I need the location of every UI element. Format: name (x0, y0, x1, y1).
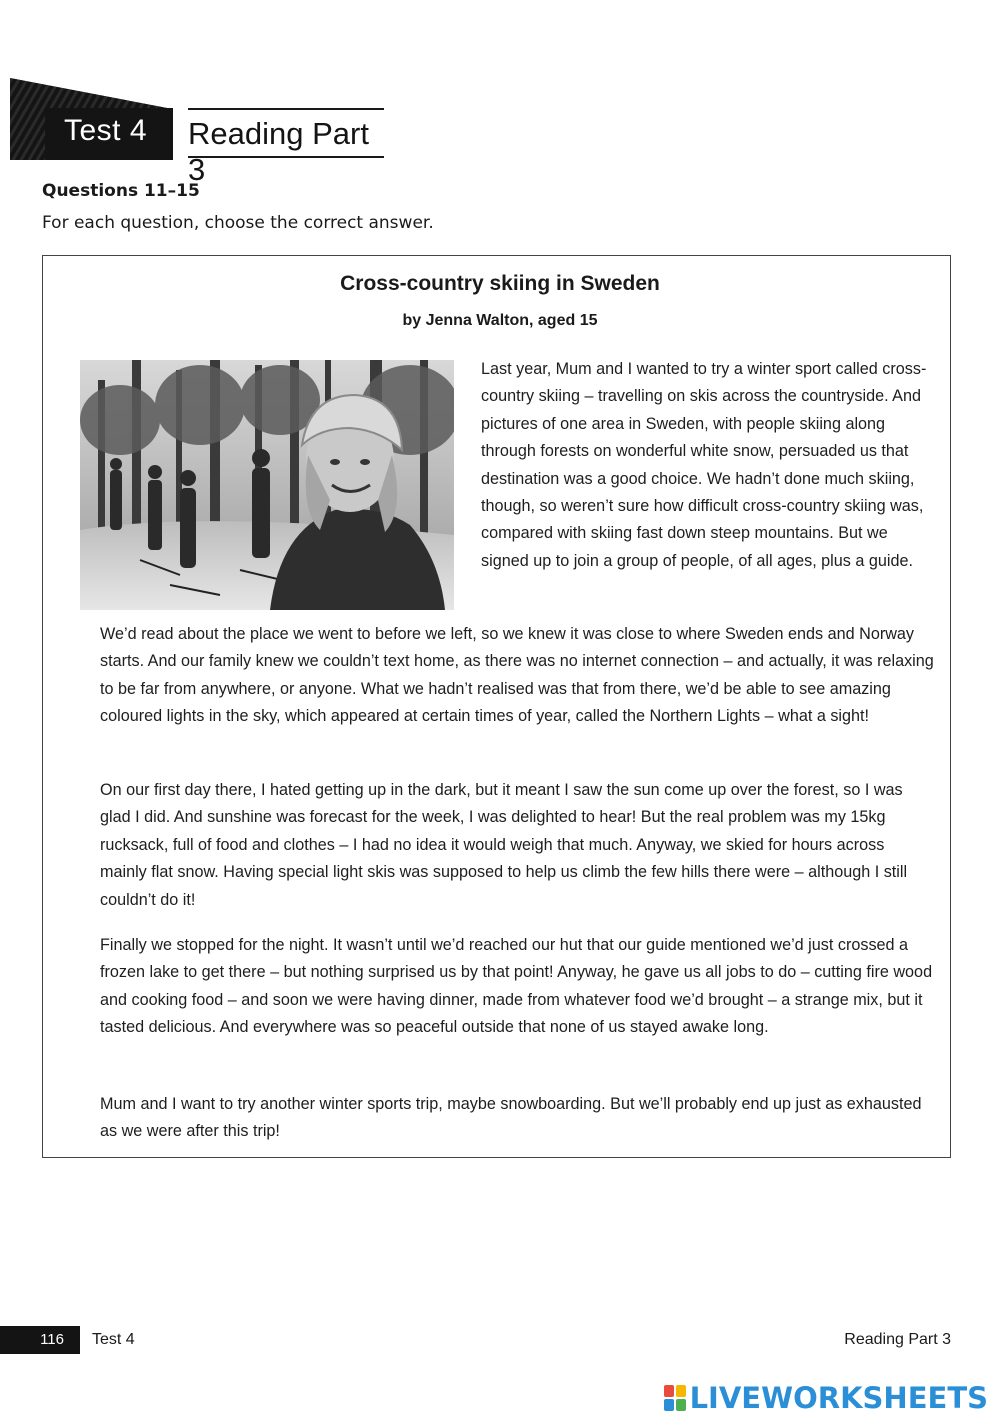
footer-test-label: Test 4 (92, 1331, 135, 1348)
part-title: Reading Part 3 (188, 116, 369, 187)
questions-label: Questions 11–15 (42, 181, 200, 201)
article-paragraph-1: Last year, Mum and I wanted to try a winter sport called cross-country skiing – travelling on skis across the countryside. And pictures of one area in Sweden, with people skiing along through forests on wonderful white snow, persuaded us that destination was a good choice. We hadn’t done much skiing, though, so weren’t sure how difficult cross-country skiing was, compared with skiing fast down steep mountains. But we signed up to join a group of people, of all ages, plus a guide. (481, 360, 927, 570)
article-paragraph-3: On our first day there, I hated getting up in the dark, but it meant I saw the sun come up over the forest, so I was glad I did. And sunshine was forecast for the week, I was delighted to hear! But the real problem was my 15kg rucksack, full of food and clothes – I had no idea it would weigh that much. Anyway, we skied for hours across mainly flat snow. Having special light skis was supposed to help us climb the few hills there were – although I still couldn’t do it! (100, 781, 908, 909)
page-number: 116 (0, 1326, 80, 1354)
skiing-photo-illustration (80, 360, 454, 610)
liveworksheets-logo-icon (664, 1385, 686, 1411)
footer-section-label: Reading Part 3 (844, 1331, 951, 1348)
article-paragraph-4: Finally we stopped for the night. It wasn’t until we’d reached our hut that our guide mentioned we’d just crossed a frozen lake to get there – but nothing surprised us by that point! Anyway, he gave us all jobs to do – cutting fire wood and cooking food – and soon we were having dinner, made from whatever food we’d brought – a strange mix, but it tasted delicious. And everywhere was so peaceful outside that none of us stayed awake long. (100, 936, 933, 1037)
liveworksheets-watermark (664, 1381, 988, 1415)
watermark-text: LIVEWORKSHEETS (689, 1381, 988, 1415)
instruction-text: For each question, choose the correct answer. (42, 213, 434, 233)
skiing-photo (80, 360, 454, 610)
article-author: by Jenna Walton, aged 15 (402, 312, 598, 329)
article-title: Cross-country skiing in Sweden (340, 272, 660, 295)
part-title-box (188, 108, 384, 187)
article-paragraph-5: Mum and I want to try another winter sports trip, maybe snowboarding. But we’ll probably end up just as exhausted as we were after this trip! (100, 1095, 922, 1141)
test-label: Test 4 (64, 114, 148, 147)
article-paragraph-2: We’d read about the place we went to before we left, so we knew it was close to where Sweden ends and Norway starts. And our family knew we couldn’t text home, as there was no internet connection – and actually, it was relaxing to be far from anywhere, or anyone. What we hadn’t realised was that from there, we’d be able to see amazing coloured lights in the sky, which appeared at certain times of year, called the Northern Lights – what a sight! (100, 625, 934, 726)
